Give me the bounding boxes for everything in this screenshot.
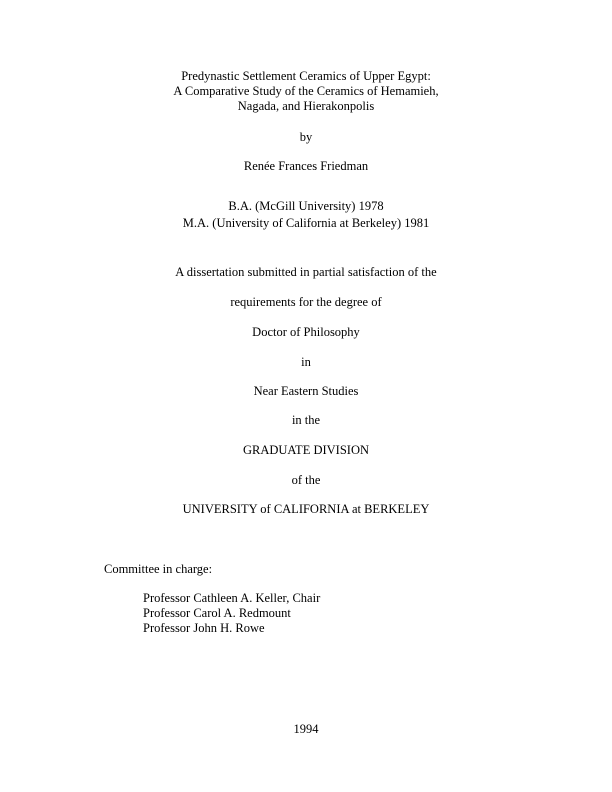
committee-list: [143, 591, 320, 636]
author-name: Renée Frances Friedman: [243, 159, 369, 173]
statement-line-2: requirements for the degree of: [230, 295, 382, 309]
title-line-1: Predynastic Settlement Ceramics of Upper Egypt:: [181, 69, 431, 83]
graduate-division: GRADUATE DIVISION: [242, 443, 370, 457]
submission-year: 1994: [293, 722, 319, 736]
degree-name: Doctor of Philosophy: [252, 325, 360, 339]
university-name: UNIVERSITY of CALIFORNIA at BERKELEY: [182, 502, 430, 516]
statement-of-the: of the: [291, 473, 321, 487]
statement-in: in: [301, 355, 311, 369]
degree-ma: M.A. (University of California at Berkeley) 1981: [182, 216, 430, 230]
committee-member: Professor John H. Rowe: [143, 621, 265, 635]
degree-ba: B.A. (McGill University) 1978: [228, 199, 384, 213]
committee-member: Professor Cathleen A. Keller, Chair: [143, 591, 321, 605]
field-of-study: Near Eastern Studies: [253, 384, 359, 398]
dissertation-title: [0, 69, 612, 114]
title-line-3: Nagada, and Hierakonpolis: [237, 99, 375, 113]
statement-line-1: A dissertation submitted in partial satisfaction of the: [175, 265, 437, 279]
committee-member: Professor Carol A. Redmount: [143, 606, 291, 620]
by-line: by: [299, 130, 313, 144]
statement-in-the: in the: [291, 413, 321, 427]
title-line-2: A Comparative Study of the Ceramics of Hemamieh,: [173, 84, 439, 98]
committee-heading: Committee in charge:: [104, 562, 213, 576]
